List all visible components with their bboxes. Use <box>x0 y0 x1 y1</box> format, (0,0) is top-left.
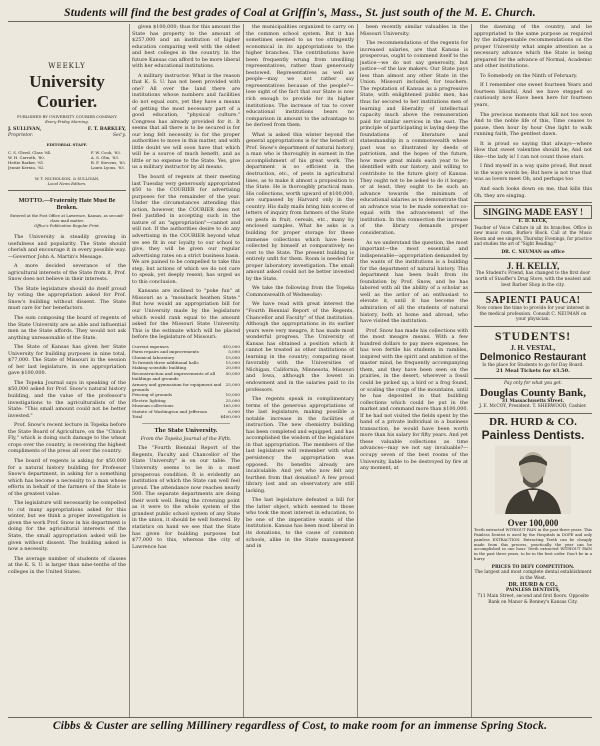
article-paragraph: Kansans are inclined to "poke fun" at Missouri as a "mossback heathen State." But how would an appropriation bill for our University made by the legislature which would rank equal to the amount asked for the Missouri State University. This is the estimate which will be placed before the legislature of Missouri: <box>132 288 240 341</box>
students-ad-sub: J. H. VESTAL, <box>510 344 556 353</box>
staff-member: B. F. Stevens, '83. <box>90 160 126 165</box>
estimate-row <box>132 414 240 419</box>
column-1-articles <box>8 234 126 575</box>
estimate-item: Total <box>132 413 143 419</box>
article-paragraph: the municipalities organized to carry on the common school system. But it has sometimes seemed to us too stringently economical in its appropriations to the higher branches. The contributions have been frequently wrung from unwilling representatives, rather than generously bestowed. Representatives as well as people—may we not rather say representatives because of the people?—lose sight of the fact that our State is now rich enough to provide for its higher institutions. The increase of tax to cover educational institutions bears no comparison in amount to the advantage to be derived from them. <box>246 24 354 129</box>
bank-ad <box>474 378 592 410</box>
column-3-articles <box>246 24 354 550</box>
staff-right <box>91 150 126 170</box>
article-paragraph: It is proud so saying that always—where How that sweet valentine should be, And not like—the lady is! I can not count those stars. <box>474 140 592 160</box>
motto-heading: MOTTO.—Fraternity Hate Must Be Broken. <box>18 197 116 211</box>
estimate-item: Fencing of grounds <box>132 392 173 398</box>
local-editors-role: Local News Editors. <box>47 181 87 186</box>
article-paragraph: To Somebody on the Ninth of February. <box>480 72 578 79</box>
column-divider <box>357 24 358 718</box>
secretary-name: F. T. BARKLEY, <box>87 127 126 132</box>
dentist-address: 711 Main Street, second and first floors. Opposite Bank on Manor & Bonney's Kansas City. <box>477 593 589 605</box>
article-paragraph: A more decided severance of the agricultural interests of the State from it, Prof. Snow does not believe in their interests. <box>8 263 126 283</box>
column-5 <box>474 24 592 718</box>
article-paragraph: The recommendations of the regents for increased salaries, are that Kansas is prosperous, ought to commend itself to the justice—we do not say generosity, but justice—of the law makers. Our State pays less than almost any other State in the Union. Missouri included, for teachers. The reputation of Kansas as a progressive State, with enlightened public men, has thus far secured to her institutions men of learning and liberality of intellectual capacity much above the remuneration paid for similar services in the east. The principle of participating is laying deep the foundations of literature and statesmanship in a commonwealth whose past was so illustrated by deeds of patriotism, and the hopes of the future, how more great minds each year to be identified with our history, and willing to contribute to the future glory of Kansas. They ought not to be asked to do it longer; or at least, they ought to be such an advance towards the minimum of educational salaries as to demonstrate that an advance was to be made somewhat co-equal with the advancement of the institution. In this connection the increase of the library demands proper consideration. <box>360 40 468 236</box>
staff-member: W. H. Carruth, '80. <box>8 155 45 160</box>
estimate-item: Chemical laboratory <box>132 354 175 360</box>
article-paragraph: What is asked this winter beyond the general appropriations is for the benefit of Prof. Snow's department of natural history, a man who is thoroughly in earnest in the accomplishment of his great work. The department is so efficient in the destruction, etc., of pests in agricultural lines, as to make it almost a proposition to the State. He is thoroughly practical man. His collections, worth upward of $100,000, are surpassed by Harvard only in the country. His daily mails bring him scores of letters of inquiry from farmers of the State on pests in fruit, cereals, etc., many by enclosed samples. What he asks is a building for proper storage for these immense collections which have been collected by himself at comparatively no cost to the State. The present building is entirely unfit for them. Room is needed for proper laboratory investigation. The small amount asked could not be better invested by the State. <box>246 131 354 282</box>
estimate-item: Reconstruction and improvements of all buildings and grounds <box>132 370 216 382</box>
kelly-ad <box>474 258 592 288</box>
article-paragraph: The Topeka Journal says in speaking of the $50,000 asked for Prof. Snow's natural history building, and the value of the professor's investigations to the agriculturalists of the State: "This small amount could not be better invested." <box>8 379 126 419</box>
estimate-amount: 25,000 <box>225 397 240 403</box>
article-paragraph: The legislature will necessarily be compelled to cut many appropriations asked for this winter, but we think a proper investigation is given the work Prof. Snow in his department is doing for the agricultural interests of the State, the small appropriation asked will be given without dissent. The building asked is now a necessity. <box>8 500 126 553</box>
staff-member: A. S. Olin, '83. <box>90 155 120 160</box>
local-editors: W. T. NICHOLSON, & SULLIVAN, <box>34 176 100 181</box>
masthead-weekly: WEEKLY <box>48 62 86 70</box>
article-paragraph: The board of regents at their meeting last Tuesday very generously appropriated $50 to the COURIER for advertising purposes for the remainder of the year. Under the circumstances attending this action, however, the COURIER does not feel justified in accepting such in the nature of an "appropriation"—cannot and will not. If the authorities desire to do any advertising in the COURIER beyond what we see fit in our loyalty to our school to give, they will be given our regular advertising rates on a strict business basis. We are pained to be compelled to take this step, but actions of which we do not care to speak, yet deeply resent, has urged us to this conclusion. <box>132 174 240 285</box>
article-paragraph: The regents speak in complimentary terms of the generous appropriations of the last legislature, making possible a notable increase in the facilities of instruction. The new chemistry building has been completed and equipped, and has accomplished the wisdom of the legislature in that appropriation. The members of the last legislature will remember with what persistency the appropriation was opposed. Its benefits already are incalculable. And yet who now felt any burthen from that donation? A few proud library lost and an observatory are still lacking. <box>246 396 354 494</box>
sapienti-ad-title: SAPIENTI PAUCA! <box>485 294 581 306</box>
estimate-row <box>132 371 240 382</box>
top-rule <box>8 21 592 22</box>
singing-ad-contact: DR. C. NEUMAN on office <box>501 249 565 255</box>
singing-ad-name: E. D. KECK, <box>518 219 548 225</box>
bank-ad-pay: Pay only for what you get. <box>503 380 563 386</box>
dentist-firm-sub: PAINLESS DENTISTS, <box>505 588 561 594</box>
estimate-amount: 20,000 <box>225 365 240 371</box>
section-rule <box>142 423 230 424</box>
article-paragraph: given $100,000; thus for this amount the State has property to the amount of $257,000 and an institution of higher education comparing well with the oldest and best colleges in the country. In the future Kansas can afford to be more liberal with her educational institutions. <box>132 24 240 70</box>
masthead-publisher: PUBLISHED BY UNIVERSITY COURIER COMPANY <box>17 114 117 119</box>
article-paragraph: I find myself in a way quite proud, But must in the ways words be; But here is not true that was as lovers meet Oh, and perhaps too <box>474 163 592 183</box>
bottom-rule <box>8 717 592 718</box>
estimate-amount: 15,000 <box>225 359 240 365</box>
dentist-ad-body: Teeth extracted WITHOUT PAIN in the past three years. This Painless Dentist is used by the Hospitals in DOPE and only painless EXTRACTION. Extracting Teeth can be cheaply made from this process, practically the year can be accomplished in one hour. Teeth extracted WITHOUT PAIN in the past three years, to be in the best order. Don't be in a hurry. <box>474 527 592 561</box>
proprietor-role: Proprietor. <box>8 133 34 138</box>
singing-ad-title: SINGING MADE EASY ! <box>474 205 592 219</box>
sapienti-ad <box>474 292 592 323</box>
estimate-amount: 5,000 <box>228 349 240 355</box>
article-paragraph: been recently similar valuables in the Missouri University. <box>360 24 468 37</box>
proprietor-name: J. SULLIVAN, <box>8 127 42 132</box>
dentist-ad-prices: PRICES TO DEFY COMPETITION. <box>491 564 575 570</box>
estimate-item: Electric lighting <box>132 397 166 403</box>
column-5-poem <box>474 24 592 199</box>
article-paragraph: The average number of students of classes at the K. S. U. is larger than nine-tenths of the colleges in the United States. <box>8 555 126 575</box>
dentist-portrait-engraving <box>495 446 571 514</box>
column-2 <box>132 24 240 718</box>
estimate-item: Museum collections <box>132 403 174 409</box>
article-paragraph: And each looks down on me, that kills this Oh, they are singing. <box>474 186 592 199</box>
column-3 <box>246 24 354 718</box>
article-paragraph: The board of regents is asking for $50,000 for a natural history building for Professor Snow's department, in asking for a something which has become a necessity to a man whose efforts in behalf of the farmers of the State is of the greatest value. <box>8 457 126 497</box>
article-paragraph: Prof. Snow's recent lecture in Topeka before the State Board of Agriculture, on the "Chinch Fly," which is doing such damage to the wheat crops over the country, is receiving the highest compliments of the press all over the country. <box>8 422 126 455</box>
entered-notice: Entered at the Post Office at Lawrence, Kansas, as second-class mail matter. <box>10 213 124 223</box>
editorial-staff-heading: EDITORIAL STAFF. <box>46 142 88 147</box>
estimate-amount: $10,000 <box>223 343 240 349</box>
dentist-firm: DR. HURD & CO., <box>508 582 558 589</box>
bank-ad-address: 31 Massachusetts Street. <box>501 398 565 404</box>
kelly-ad-body: The Student's Friend, has changed to the first door north of Stauffer's Drug Store, with the neatest and best Barber Shop in the city. <box>475 271 591 288</box>
article-paragraph: The "Fourth Biennial Report of the Regents, Faculty and Chancellor of the State University" is on our table. The University seems to be in a most prosperous condition. It is evidently an institution of which the State can well feel proud. The attendance now reaches nearly 500. The separate departments are doing their work well. Being the crowning point as it were to the whole system of the grandest public school system of any State in the union, it should be well fostered. By statistics on hand we see that the State has given for building purposes but $77,000 to this, whereas the city of Lawrence has <box>132 445 240 550</box>
article-paragraph: The sum composing the board of regents of the State University are as able and influential men as the State affords. They would not ask anything unreasonable of the State. <box>8 315 126 341</box>
article-paragraph: We have read with great interest the "Fourth Biennial Report of the Regents, Chancellor and Faculty" of that institution. Although the appropriations in its earlier years were very meagre, it has made most wonderful progress. The University of Kansas has obtained a position which it cannot be treated as other institutions of learning in the country; comparing most favorably with the Universities of Michigan, California, Minnesota, Missouri and Iowa, although the lowest in endowment and in the salaries paid to its professors. <box>246 301 354 393</box>
staff-member: F. W. Cook, '83. <box>90 150 121 155</box>
masthead-frequency: Every Friday Morning. <box>45 119 89 124</box>
article-paragraph: The precious moments that kill not too soon And to the noble life of this, Time ceases to pause, then hour by hour One light to walk running faith, The gentlest dawn. <box>474 111 592 138</box>
staff-member: Hettie Barker, '81. <box>8 160 45 165</box>
dentist-ad-footer: The largest and most complete dental establishment in the West. <box>474 570 592 582</box>
estimate-row <box>132 382 240 393</box>
estimate-amount: 50,000 <box>225 370 240 376</box>
estimate-amount: 15,000 <box>225 354 240 360</box>
staff-left <box>8 150 51 170</box>
staff-member: C. S. Gleed, Class '84. <box>8 150 52 155</box>
students-ad-body: Is the place for Students to go for Day Board. <box>482 363 584 369</box>
dentist-portrait <box>495 446 571 514</box>
estimate-item: To furnish three additional halls <box>132 359 199 365</box>
meal-tickets: 21 Meal Tickets for $3.50. <box>496 367 570 374</box>
column-divider <box>243 24 244 718</box>
students-ad <box>474 326 592 375</box>
article-paragraph: As we understand the question, the most important—the most essential and indispensable—appropriation demanded by the wants of the institutions is a building for the department of natural history. This department has been built from its foundation by Prof. Snow, and he has labored with all the ability of a scholar as well as the ardor of an enthusiast to elevate it, until it has become the admiration of all the students of natural history, both at home and abroad, who have visited the institution. <box>360 239 468 325</box>
bottom-banner: Cibbs & Custer are selling Millinery regardless of Cost, to make room for an immense Spring Stock. <box>52 720 548 732</box>
article-paragraph: The last legislature defeated a bill for the latter object, which seemed to those who took the most interest in education, to be one of the imperative wants of the institution. Kansas has been most liberal in its donations, to the cause of common schools, alike in the State management and in <box>246 497 354 550</box>
bank-ad-title: Douglas County Bank, <box>479 386 587 399</box>
dentist-ad-sub: Painless Dentists. <box>481 428 585 443</box>
masthead-staff <box>8 127 126 139</box>
column-divider <box>471 24 472 718</box>
estimate-item: Farm repairs and improvements <box>132 349 199 355</box>
bank-ad-officers: J. E. McCOY, President. T. SHERWOOD, Cashier. <box>479 404 587 410</box>
estimate-amount: 165,000 <box>223 403 240 409</box>
state-university-article <box>132 445 240 550</box>
masthead-title: University Courier. <box>29 72 105 111</box>
column-divider <box>129 24 130 718</box>
dentist-ad-count: Over 100,000 <box>507 518 559 529</box>
estimate-amount: 10,000 <box>225 392 240 398</box>
article-paragraph: We take the following from the Topeka Commonwealth of Wednesday: <box>246 285 354 298</box>
singing-ad <box>474 202 592 255</box>
estimate-item: Current expenses <box>132 343 169 349</box>
article-paragraph: The University is steadily growing in usefulness and popularity. The State should cherish and encourage it in every possible way.—Governor John A. Martin's Message. <box>8 234 126 260</box>
column-2-articles <box>132 24 240 341</box>
office-notice: Office's Publication Regular Print. <box>34 223 100 228</box>
masthead-rule <box>8 190 126 191</box>
state-university-source: From the Topeka Journal of the Fifth. <box>140 437 232 443</box>
estimate-amount: $400,000 <box>220 413 240 419</box>
kelly-ad-title: J. H. KELLY, <box>506 261 560 272</box>
article-paragraph: A military instructor. What is the reason that K. S. U. has not been provided with one? All over the land there are institutions whose numbers and facilities do not equal ours, yet they have a means of getting the most necessary part of a good education, "physical culture." Congress has already provided for it. It seems that all there is to be secured is for our long felt necessity is for the proper authorities to move in this matter, and with little doubt we will soon have that which will be a source of much benefit, and as little or no expense to the State. Yes, give us a military instructor by all means. <box>132 72 240 171</box>
column-1 <box>8 24 126 718</box>
top-banner: Students will find the best grades of Coal at Griffin's, Mass., St. just south of the M. E. Church. <box>64 7 536 19</box>
staff-member: Laura Lyons, '83. <box>90 165 125 170</box>
estimate-item: Statute of Washington and Jefferson <box>132 408 208 414</box>
singing-ad-body: Teacher of Voice Culture in all its branches. Office in new music room, Burke's Block. Call at the Music Room and see singers, Thursday Evenings, for practice and studies the art of "Sight Reading." <box>474 224 592 247</box>
delmonico-name: Delmonico Restaurant <box>479 352 587 364</box>
article-paragraph: If I remember one sweet fourteen Years and fourteen blissful, And we have stepped so cautiously now Have been here for fourteen years, <box>474 82 592 109</box>
state-university-heading: The State University. <box>154 428 218 435</box>
estimate-item: Making scientific building <box>132 365 187 371</box>
estimate-item: Armory and gymnasium for equipment and grounds <box>132 381 222 392</box>
staff-member: Jennie Kernin, '82. <box>8 165 45 170</box>
editorial-staff-list <box>8 150 126 170</box>
estimate-amount: 6,000 <box>228 408 240 414</box>
column-4-articles <box>360 24 468 472</box>
students-ad-title: STUDENTS! <box>494 329 572 344</box>
dentist-ad <box>474 413 592 605</box>
estimate-amount: 25,000 <box>225 381 240 387</box>
estimate-table <box>132 344 240 420</box>
column-4 <box>360 24 468 718</box>
article-paragraph: The State of Kansas has given her State University for building purposes in nine total, $77,000. The State of Missouri in the session of her last legislature, in one appropriation gave $100,000. <box>8 344 126 377</box>
article-paragraph: The State legislature should do itself proud by voting the appropriation asked for Prof. Snow's building without dissent. The State must care for her benefactors. <box>8 285 126 312</box>
sapienti-ad-body: Now comes the time to provide for your interest in the medical profession. Consult C. NEUMAN on your physician. <box>476 305 590 323</box>
article-paragraph: the dawning of the country, and be appropriated to the same purpose as required by the indispensable recommendations on the proper University what ample attention as a necessary advance which the State is being prepared for the advance of Normal, Academic and other institutions. <box>474 24 592 70</box>
article-paragraph: Prof. Snow has made his collections with the most meagre means. With a few hundred dollars to pay mere expenses, he has won fertile his students in rambles, inspired with the spirit and ambition of the master mind, he frequently accompanying them, and they have been seen on the prairies, in the desert, wherever a fossil could be picked up, a bird or a frog found, or scaling the crags of the mountains, until he has deposited in that building collections which could be put in the market and command more than $100,000. If he had not visited the fields spent by the hand of a private individual in a business transaction, he would have been worth more than his salary for fifty years. And yet these valuable collections as time advances—may we not say invaluable?—occupy seven of the best rooms of the University, liable to be destroyed by fire at any moment, at <box>360 327 468 472</box>
dentist-ad-title: DR. HURD & CO. <box>489 416 577 429</box>
secretary-role: Sec'y. <box>112 133 126 138</box>
